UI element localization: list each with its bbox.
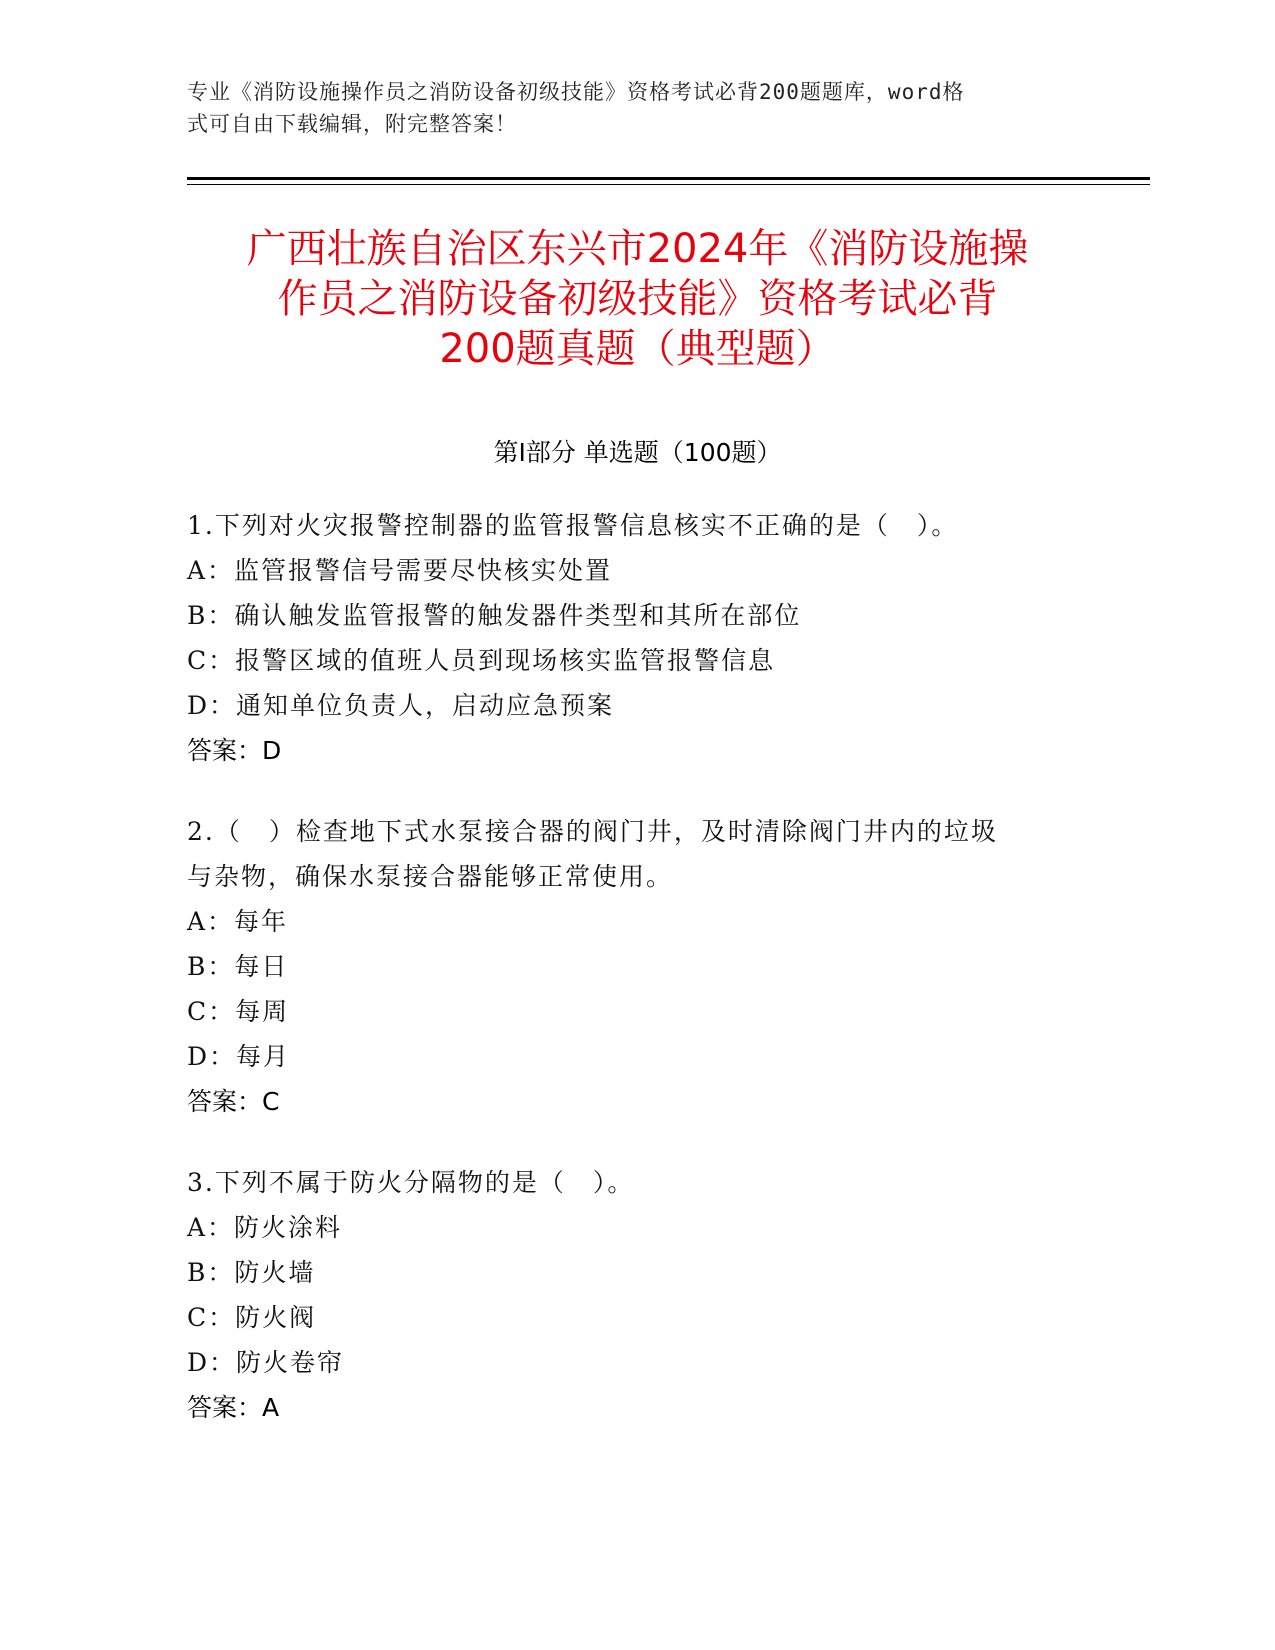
document-title [150,224,1125,374]
option-b: B：防火墙 [187,1258,316,1287]
header-note-line-2: 式可自由下载编辑，附完整答案！ [187,112,517,136]
header-divider-thick [187,177,1150,180]
question-stem-continued: 与杂物，确保水泵接合器能够正常使用。 [187,862,674,891]
option-c: C：报警区域的值班人员到现场核实监管报警信息 [187,646,776,675]
option-b: B：确认触发监管报警的触发器件类型和其所在部位 [187,601,802,630]
option-a: A：每年 [187,907,289,936]
header-divider-thin [187,184,1150,185]
option-c: C：防火阀 [187,1303,317,1332]
answer: 答案：A [187,1393,280,1422]
option-d: D：通知单位负责人，启动应急预案 [187,691,615,720]
document-title-line-2: 作员之消防设备初级技能》资格考试必背 [277,276,998,322]
option-b: B：每日 [187,952,289,981]
document-title-line-3: 200题真题（典型题） [439,326,836,372]
section-title: 第Ⅰ部分 单选题（100题） [493,438,782,467]
header-note [187,76,1067,140]
option-c: C：每周 [187,997,290,1026]
answer: 答案：C [187,1087,280,1116]
question-2 [187,809,1087,1124]
option-d: D：每月 [187,1042,291,1071]
question-stem: 1.下列对火灾报警控制器的监管报警信息核实不正确的是（ ）。 [187,511,959,540]
answer: 答案：D [187,736,282,765]
option-a: A：监管报警信号需要尽快核实处置 [187,556,613,585]
option-d: D：防火卷帘 [187,1348,345,1377]
question-1 [187,503,1087,773]
header-note-line-1: 专业《消防设施操作员之消防设备初级技能》资格考试必背200题题库，word格 [187,80,965,104]
document-title-line-1: 广西壮族自治区东兴市2024年《消防设施操 [246,226,1029,272]
question-3 [187,1160,1087,1430]
question-stem: 3.下列不属于防火分隔物的是（ ）。 [187,1168,635,1197]
option-a: A：防火涂料 [187,1213,343,1242]
question-stem: 2.（ ）检查地下式水泵接合器的阀门井，及时清除阀门井内的垃圾 [187,817,998,846]
